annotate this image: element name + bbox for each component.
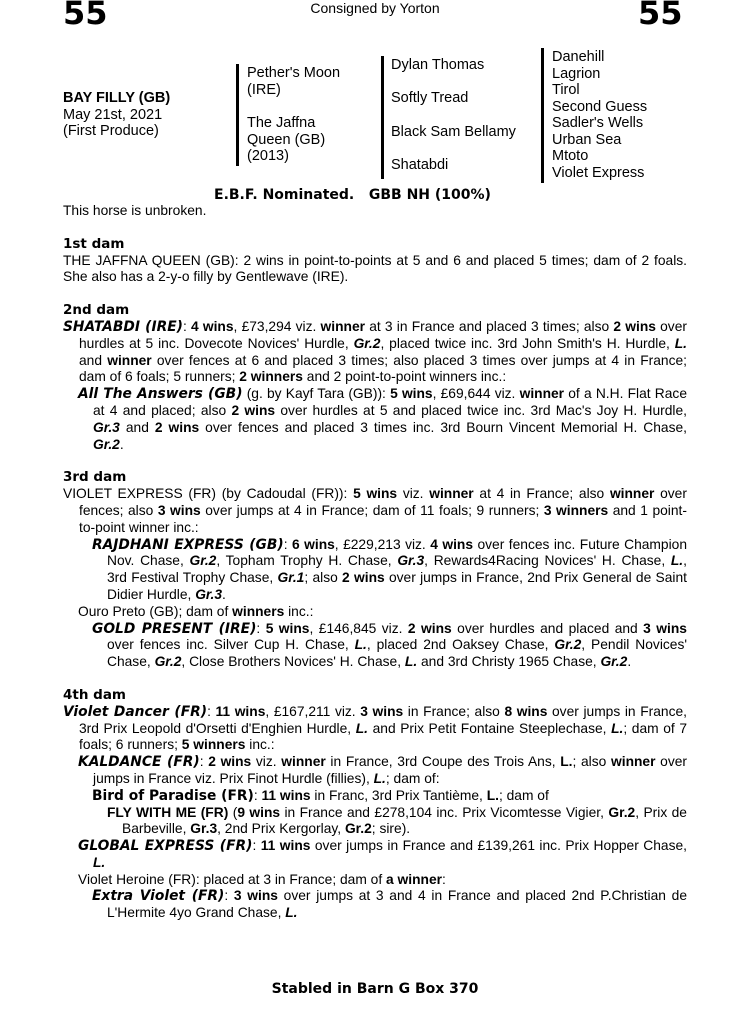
progeny-name: All The Answers (GB) [78, 386, 243, 403]
extra-violet: Extra Violet (FR): 3 wins over jumps at 3 and 4 in France and placed 2nd P.Christian de L'Hermite 4yo Grand Chase, L. [92, 888, 688, 921]
great-grandparent: Mtoto [552, 148, 589, 164]
nominations [214, 187, 491, 203]
second-dam-progeny: All The Answers (GB) (g. by Kayf Tara (GB)): 5 wins, £69,644 viz. winner of a N.H. Flat Race at 4 and placed; also 2 wins over hurdles at 5 and placed twice inc. 3rd Mac's Joy H. Hurdle, Gr.3 and 2 wins over fences and placed 3 times inc. 3rd Bourn Vincent Memorial H. Chase, Gr.2. [78, 386, 688, 452]
first-dam-heading: 1st dam [63, 235, 125, 252]
unbroken-note: This horse is unbroken. [63, 203, 207, 218]
great-grandparents [552, 49, 647, 181]
progeny-name: GLOBAL EXPRESS (FR) [78, 838, 253, 855]
pedigree-bracket-3 [541, 48, 544, 183]
great-grandparent: Violet Express [552, 164, 645, 181]
rajdhani-express: RAJDHANI EXPRESS (GB): 6 wins, £229,213 viz. 4 wins over fences inc. Future Champion Nov. Chase, Gr.2, Topham Trophy H. Chase, Gr.3, Rewards4Racing Novices' H. Chase, L., 3rd Festival Trophy Chase, Gr.1; also 2 wins over jumps in France, 2nd Prix General de Saint Didier Hurdle, Gr.3. [92, 536, 688, 602]
third-dam-heading: 3rd dam [63, 469, 127, 486]
grandparent-3: Black Sam Bellamy [391, 124, 516, 140]
progeny-name: FLY WITH ME (FR) [107, 804, 229, 820]
horse-info [63, 90, 170, 140]
second-dam-heading: 2nd dam [63, 302, 130, 319]
lot-number-right: 55 [638, 0, 683, 32]
progeny-name: KALDANCE (FR) [78, 754, 200, 771]
second-dam-name: SHATABDI (IRE) [63, 318, 183, 335]
grandparent-1: Dylan Thomas [391, 57, 485, 73]
great-grandparent: Urban Sea [552, 131, 622, 148]
fourth-dam-heading: 4th dam [63, 686, 126, 703]
pedigree-dam [247, 115, 325, 165]
consignor: Consigned by Yorton [310, 0, 440, 16]
fourth-dam-name: Violet Dancer (FR) [63, 703, 208, 720]
ouro-preto: Ouro Preto (GB); dam of winners inc.: [78, 603, 314, 619]
great-grandparent: Tirol [552, 82, 580, 98]
kaldance: KALDANCE (FR): 2 wins viz. winner in France, 3rd Coupe des Trois Ans, L.; also winner over jumps in France viz. Prix Finot Hurdle (fillies), L.; dam of: [78, 754, 687, 786]
grandparent-2: Softly Tread [391, 90, 469, 106]
sire-name: Pether's Moon [247, 65, 341, 81]
pedigree-sire [247, 65, 340, 98]
pedigree-bracket-2 [381, 56, 384, 179]
progeny-name: GOLD PRESENT (IRE) [92, 620, 257, 637]
global-express: GLOBAL EXPRESS (FR): 11 wins over jumps in France and £139,261 inc. Prix Hopper Chase, L. [78, 838, 687, 870]
horse-foaled: May 21st, 2021 [63, 106, 163, 123]
progeny-name: RAJDHANI EXPRESS (GB) [92, 536, 284, 553]
second-dam-text: SHATABDI (IRE): 4 wins, £73,294 viz. winner at 3 in France and placed 3 times; also 2 wins over hurdles at 5 inc. Dovecote Novices' Hurdle, Gr.2, placed twice inc. 3rd John Smith's H. Hurdle, L. and winner over fences at 6 and placed 3 times; also placed 3 times over jumps at 4 in France; dam of 6 foals; 5 runners; 2 winners and 2 point-to-point winners inc.: [63, 318, 688, 385]
pedigree-bracket-1 [236, 64, 239, 166]
great-grandparent: Danehill [552, 49, 605, 65]
horse-sex: BAY FILLY (GB) [63, 90, 171, 106]
gold-present: GOLD PRESENT (IRE): 5 wins, £146,845 viz. 2 wins over hurdles and placed and 3 wins over fences inc. Silver Cup H. Chase, L., placed 2nd Oaksey Chase, Gr.2, Pendil Novices' Chase, Gr.2, Close Brothers Novices' H. Chase, L. and 3rd Christy 1965 Chase, Gr.2. [92, 620, 687, 670]
violet-dancer: Violet Dancer (FR): 11 wins, £167,211 viz. 3 wins in France; also 8 wins over jumps in France, 3rd Prix Leopold d'Orsetti d'Enghien Hurdle, L. and Prix Petit Fontaine Steeplechase, L.; dam of 7 foals; 6 runners; 5 winners inc.: [63, 703, 687, 753]
bird-of-paradise: Bird of Paradise (FR): 11 wins in Franc, 3rd Prix Tantième, L.; dam of [92, 787, 549, 804]
grandparent-4: Shatabdi [391, 157, 449, 173]
violet-heroine: Violet Heroine (FR): placed at 3 in France; dam of a winner: [78, 871, 446, 887]
great-grandparent: Sadler's Wells [552, 115, 644, 131]
great-grandparent: Lagrion [552, 65, 601, 82]
dam-name-line2: Queen (GB) [247, 131, 326, 148]
lot-number-left: 55 [63, 0, 108, 32]
great-grandparent: Second Guess [552, 98, 648, 115]
first-dam-text: THE JAFFNA QUEEN (GB): 2 wins in point-to-points at 5 and 6 and placed 5 times; dam of 2 foals. She also has a 2-y-o filly by Gentlewave (IRE). [63, 252, 687, 285]
progeny-name: Extra Violet (FR) [92, 888, 225, 905]
dam-name-line1: The Jaffna [247, 115, 316, 131]
ebf-nominated: E.B.F. Nominated. [214, 187, 355, 203]
third-dam-text: VIOLET EXPRESS (FR) (by Cadoudal (FR)): 5 wins viz. winner at 4 in France; also winner over fences; also 3 wins over jumps at 4 in France; dam of 11 foals; 9 runners; 3 winners and 1 point-to-point winner inc.: [63, 486, 687, 535]
catalogue-body [63, 203, 687, 922]
stabling-info: Stabled in Barn G Box 370 [271, 981, 479, 997]
fly-with-me: FLY WITH ME (FR) (9 wins in France and £278,104 inc. Prix Vicomtesse Vigier, Gr.2, Prix de Barbeville, Gr.3, 2nd Prix Kergorlay, Gr.2; sire). [107, 804, 687, 837]
horse-produce: (First Produce) [63, 123, 159, 139]
gbb-nh: GBB NH (100%) [368, 187, 491, 203]
sire-country: (IRE) [247, 81, 281, 98]
dam-year: (2013) [247, 148, 289, 164]
progeny-name: Bird of Paradise (FR) [92, 787, 254, 804]
